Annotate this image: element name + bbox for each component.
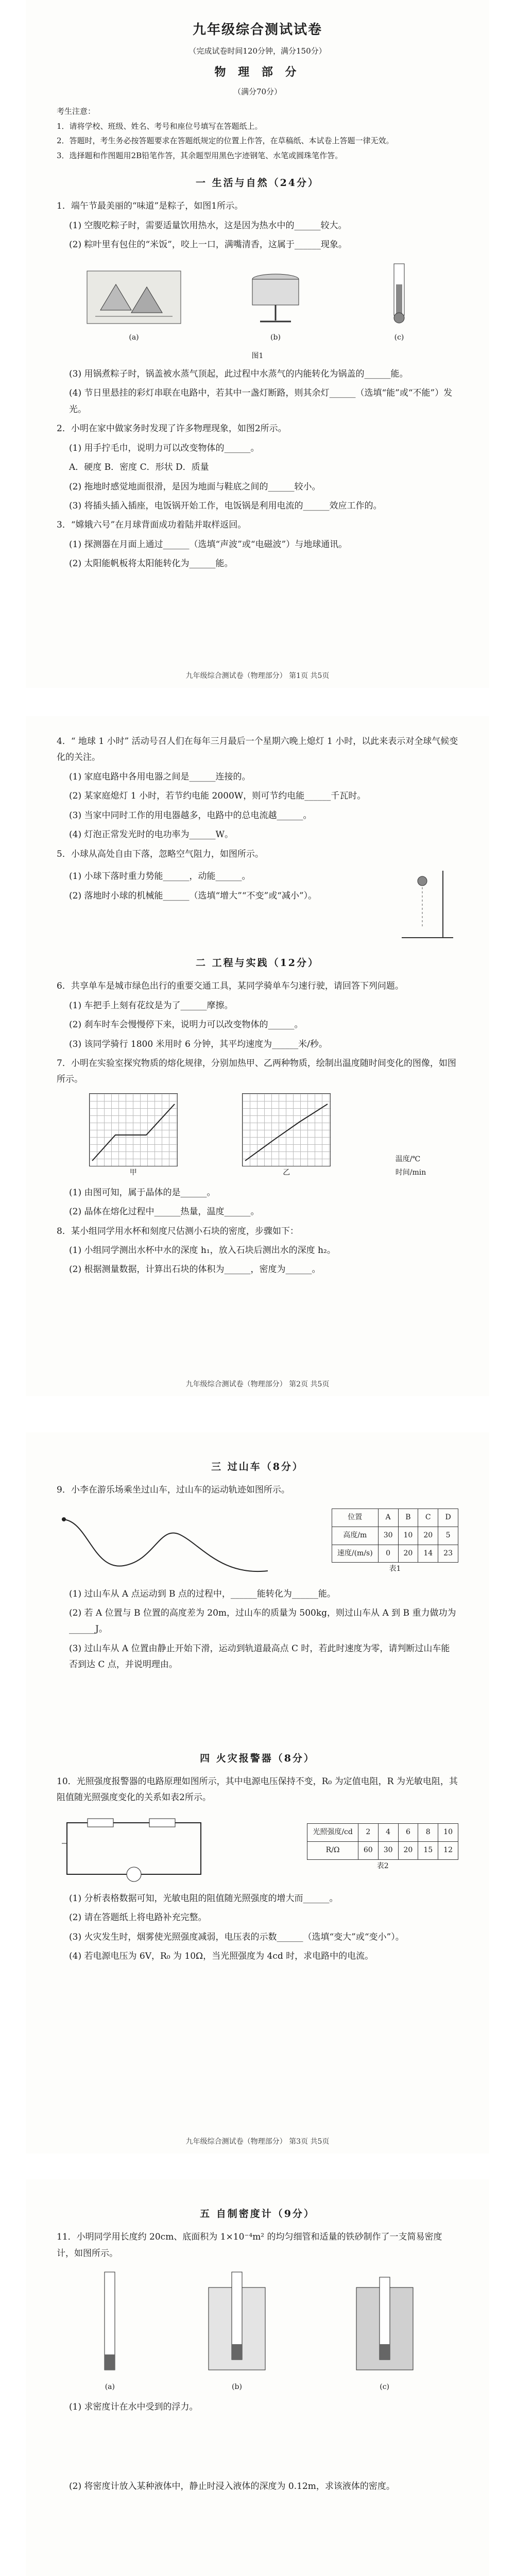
question-intro: 10．光照强度报警器的电路原理如图所示，其中电源电压保持不变，R₀ 为定值电阻，R 为光敏电阻，其阻值随光照强度变化的关系如表2所示。 (57, 1776, 458, 1803)
question-item: (2) 落地时小球的机械能______（选填“增大”“不变”或“减小”）。 (69, 890, 317, 901)
figure-1c (368, 259, 430, 345)
question-item: (1) 家庭电路中各用电器之间是______连接的。 (69, 771, 251, 782)
question-item: (1) 分析表格数据可知，光敏电阻的阻值随光照强度的增大而______。 (69, 1893, 338, 1904)
graph-grid (242, 1093, 331, 1166)
question-item: (3) 过山车从 A 位置由静止开始下滑，运动到轨道最高点 C 时，若此时速度为零，请判断过山车能否到达 C 点，并说明理由。 (69, 1643, 450, 1670)
graph-label: 甲 (129, 1168, 137, 1177)
graph-a (89, 1093, 178, 1180)
question-item: (1) 车把手上刻有花纹是为了______摩擦。 (69, 1000, 233, 1011)
question-intro: 3．“嫦娥六号”在月球背面成功着陆并取样返回。 (57, 520, 247, 531)
question-options: A．硬度 B．密度 C．形状 D．质量 (69, 462, 209, 473)
table-header-cell: 2 (358, 1824, 378, 1842)
question-intro: 6．共享单车是城市绿色出行的重要交通工具，某同学骑单车匀速行驶，请回答下列问题。 (57, 981, 404, 992)
table-cell: 23 (438, 1545, 458, 1563)
question-item: (1) 用手拧毛巾，说明力可以改变物体的______。 (69, 443, 260, 453)
table-caption: 表2 (376, 1862, 389, 1871)
table-row (332, 1545, 458, 1563)
part-name: 物 理 部 分 (214, 65, 301, 79)
question-item: (1) 过山车从 A 点运动到 B 点的过程中，______能转化为______能。 (69, 1588, 336, 1599)
graph-grid (89, 1093, 178, 1166)
note-item: 1．请将学校、班级、姓名、考号和座位号填写在答题纸上。 (57, 121, 263, 131)
question-intro: 11．小明同学用长度约 20cm、底面积为 1×10⁻⁴m² 的均匀细管和适量的铁砂制作了一支简易密度计，如图所示。 (57, 2232, 442, 2259)
graph-axes-legend (396, 1153, 426, 1180)
curve-yi (243, 1094, 330, 1166)
question-item: (2) 晶体在熔化过程中______热量，温度______。 (69, 1207, 260, 1217)
table-header-cell: B (398, 1509, 418, 1527)
roller-coaster-track (57, 1504, 273, 1581)
table-cell: 12 (438, 1842, 458, 1860)
question-item: (2) 拖地时感觉地面很滑，是因为地面与鞋底之间的______较小。 (69, 481, 321, 492)
section-heading: 一 生活与自然（24分） (195, 177, 320, 189)
question-item: (3) 将插头插入插座，电饭锅开始工作，电饭锅是利用电流的______效应工作的。 (69, 501, 382, 512)
table-header-cell: 光照强度/cd (307, 1824, 358, 1842)
tube-illustration (92, 2267, 128, 2375)
thermometer-illustration (368, 259, 430, 326)
table-header-cell: A (378, 1509, 398, 1527)
question-intro: 8．某小组同学用水杯和刻度尺估测小石块的密度，步骤如下： (57, 1226, 299, 1236)
question-intro: 2．小明在家中做家务时发现了许多物理现象，如图2所示。 (57, 423, 287, 434)
pot-illustration (239, 264, 312, 326)
table-cell: 20 (398, 1842, 418, 1860)
question-item: (3) 当家中同时工作的用电器越多，电路中的总电流越______。 (69, 810, 312, 821)
question-intro: 7．小明在实验室探究物质的熔化规律，分别加热甲、乙两种物质，绘制出温度随时间变化的图像，如图所示。 (57, 1058, 456, 1085)
page-footer: 九年级综合测试卷（物理部分） 第3页 共5页 (185, 2138, 330, 2146)
question-item: (1) 小组同学测出水杯中水的深度 h₁，放入石块后测出水的深度 h₂。 (69, 1245, 336, 1256)
table-header-cell: 8 (418, 1824, 438, 1842)
beaker-water (198, 2267, 276, 2375)
figure-caption: (c) (394, 333, 404, 342)
question-item: (4) 若电源电压为 6V，R₀ 为 10Ω，当光照强度为 4cd 时，求电路中的电流。 (69, 1951, 374, 1962)
question-item: (3) 用锅煮粽子时，锅盖被水蒸气顶起，此过程中水蒸气的内能转化为锅盖的______能。 (69, 368, 408, 379)
exam-page-3 (26, 1432, 489, 2154)
question-item: (2) 根据测量数据，计算出石块的体积为______，密度为______。 (69, 1264, 321, 1275)
zongzi-illustration (85, 269, 183, 326)
figure-1a (85, 269, 183, 345)
question-item: (2) 粽叶里有包住的“米饭”，咬上一口，满嘴清香，这属于______现象。 (69, 240, 347, 250)
note-item: 3．选择题和作图题用2B铅笔作答，其余题型用黑色字迹钢笔、水笔或圆珠笔作答。 (57, 150, 343, 160)
x-axis-label: 时间/min (395, 1168, 426, 1177)
table-cell: 20 (418, 1527, 438, 1545)
question-item: (3) 火灾发生时，烟雾使光照强度减弱，电压表的示数______（选填“变大”或“变小”）。 (69, 1931, 404, 1942)
section-heading: 五 自制密度计（9分） (200, 2208, 315, 2219)
exam-page-1 (26, 0, 489, 688)
question-item: (2) 太阳能帆板将太阳能转化为______能。 (69, 558, 233, 569)
curve-jia (90, 1094, 177, 1166)
figure-c (346, 2267, 423, 2394)
question-intro: 5．小球从高处自由下落，忽略空气阻力，如图所示。 (57, 849, 264, 859)
exam-title: 九年级综合测试试卷 (192, 22, 322, 38)
table-header-cell: 位置 (332, 1509, 378, 1527)
table-cell: 30 (378, 1842, 398, 1860)
densimeter-figures (57, 2267, 458, 2394)
notes-header: 考生注意： (57, 107, 96, 116)
question-item: (3) 该同学骑行 1800 米用时 6 分钟，其平均速度为______米/秒。 (69, 1039, 328, 1049)
question-intro: 4．“ 地球 1 小时” 活动号召人们在每年三月最后一个星期六晚上熄灯 1 小时，以此来表示对全球气候变化的关注。 (57, 736, 458, 763)
table-cell: 0 (378, 1545, 398, 1563)
section-heading: 四 火灾报警器（8分） (200, 1752, 315, 1764)
table-cell: 15 (418, 1842, 438, 1860)
figure-caption: (b) (270, 333, 281, 342)
note-item: 2．答题时，考生务必按答题要求在答题纸规定的位置上作答，在草稿纸、本试卷上答题一律无效。 (57, 136, 394, 146)
table-cell: 10 (398, 1527, 418, 1545)
question-item: (1) 小球下落时重力势能______，动能______。 (69, 871, 251, 882)
question-item: (1) 探测器在月面上通过______（选填“声波”或“电磁波”）与地球通讯。 (69, 539, 348, 550)
table-caption: 表1 (389, 1565, 401, 1573)
graph-label: 乙 (283, 1168, 290, 1177)
circuit-diagram (57, 1812, 211, 1885)
table-2 (307, 1823, 458, 1873)
table-header-cell: C (418, 1509, 438, 1527)
question-item: (2) 某家庭熄灯 1 小时，若节约电能 2000W，则可节约电能______千瓦时。 (69, 791, 366, 802)
question-item: (4) 节日里悬挂的彩灯串联在电路中，若其中一盏灯断路，则其余灯______（选填“能”或“不能”）发光。 (69, 388, 453, 415)
table-cell: 60 (358, 1842, 378, 1860)
table-header-cell: 4 (378, 1824, 398, 1842)
y-axis-label: 温度/℃ (395, 1155, 421, 1163)
question-item: (1) 空腹吃粽子时，需要适量饮用热水，这是因为热水中的______较大。 (69, 220, 347, 231)
figure-a (92, 2267, 128, 2394)
figure-caption: (a) (129, 333, 139, 342)
table-cell: R/Ω (307, 1842, 358, 1860)
table-row (332, 1527, 458, 1545)
figure-1b (239, 264, 312, 345)
exam-subtitle: （完成试卷时间120分钟，满分150分） (188, 46, 327, 56)
figure-b (198, 2267, 276, 2394)
table-cell: 30 (378, 1527, 398, 1545)
figure-caption: (b) (232, 2383, 242, 2392)
exam-page-4 (26, 2179, 489, 2576)
beaker-liquid (346, 2267, 423, 2375)
page-footer: 九年级综合测试卷（物理部分） 第2页 共5页 (185, 1380, 330, 1388)
table-cell: 速度/(m/s) (332, 1545, 378, 1563)
question-item: (1) 求密度计在水中受到的浮力。 (69, 2402, 198, 2413)
section-heading: 二 工程与实践（12分） (195, 957, 320, 969)
question-item: (2) 请在答题纸上将电路补充完整。 (69, 1912, 207, 1923)
table-cell: 5 (438, 1527, 458, 1545)
table-header-cell: 6 (398, 1824, 418, 1842)
table-cell: 14 (418, 1545, 438, 1563)
question-item: (4) 灯泡正常发光时的电功率为______W。 (69, 829, 233, 840)
table-cell: 高度/m (332, 1527, 378, 1545)
table-row (307, 1842, 458, 1860)
section-heading: 三 过山车（8分） (211, 1461, 304, 1472)
question-item: (2) 将密度计放入某种液体中，静止时浸入液体的深度为 0.12m，求该液体的密度。 (69, 2481, 395, 2492)
candidate-notes (57, 104, 458, 163)
falling-ball-figure (391, 866, 458, 943)
question-intro: 9．小李在游乐场乘坐过山车，过山车的运动轨迹如图所示。 (57, 1485, 290, 1496)
table-header-cell: D (438, 1509, 458, 1527)
table-cell: 20 (398, 1545, 418, 1563)
exam-page-2 (26, 716, 489, 1396)
question-item: (2) 若 A 位置与 B 位置的高度差为 20m，过山车的质量为 500kg，则过山车从 A 到 B 重力做功为______J。 (69, 1608, 456, 1635)
question-intro: 1．端午节最美丽的“味道”是粽子，如图1所示。 (57, 201, 244, 212)
graph-b (242, 1093, 331, 1180)
question-item: (2) 刹车时车会慢慢停下来，说明力可以改变物体的______。 (69, 1020, 303, 1030)
melting-graphs (57, 1093, 458, 1180)
figure-1 (57, 259, 458, 345)
score-note: （满分70分） (233, 87, 282, 96)
figure-caption: (c) (380, 2383, 390, 2392)
page-footer: 九年级综合测试卷（物理部分） 第1页 共5页 (185, 672, 330, 680)
table-header-cell: 10 (438, 1824, 458, 1842)
figure-title: 图1 (251, 352, 264, 361)
figure-caption: (a) (105, 2383, 115, 2392)
table-1 (332, 1509, 458, 1577)
question-item: (1) 由图可知，属于晶体的是______。 (69, 1187, 216, 1198)
